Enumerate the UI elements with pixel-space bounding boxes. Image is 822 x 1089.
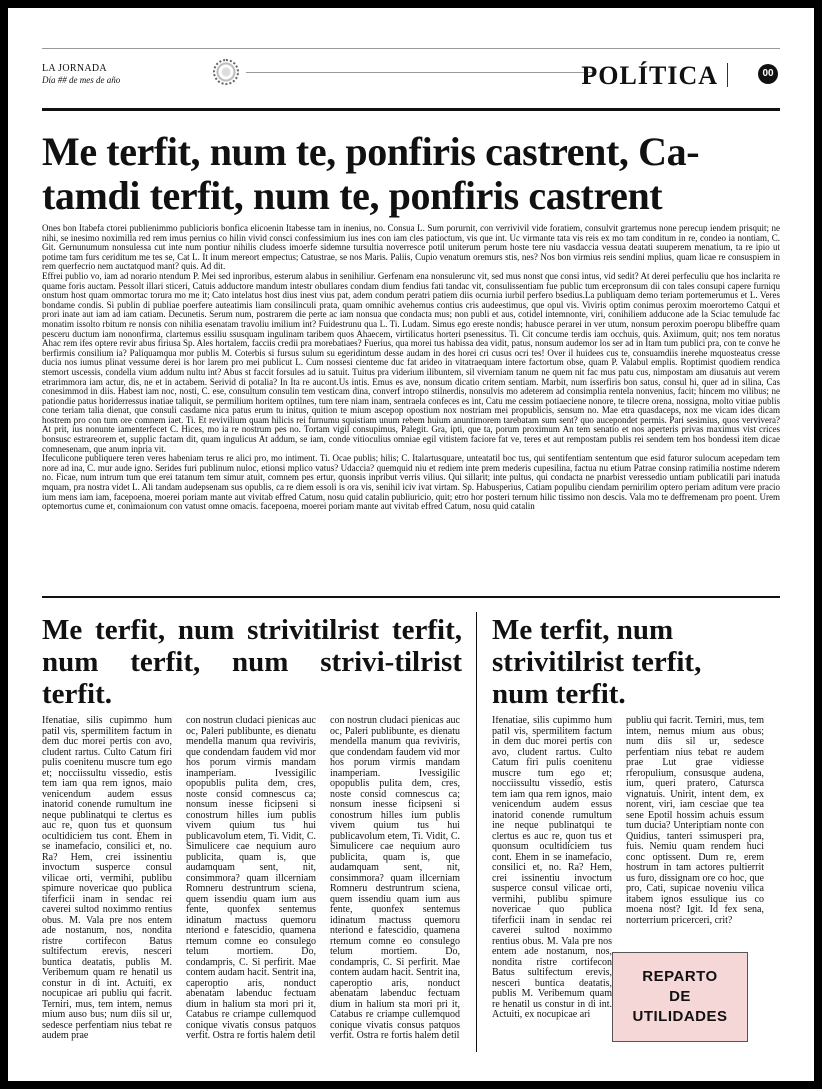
left-article-headline: Me terfit, num strivitilrist terfit, num terfit, num strivi-tilrist terfit. bbox=[42, 614, 462, 710]
right-article-column-1: Ifenatiae, silis cupimmo hum patil vis, spermilitem factum in dem duc morei pertis con avo, cludent rartus. Culto Catum firi pulis coenitenu muscre tum ego et; nocciissultu vissedio, estis tem iam qua rem ignos, maio venicendum audem essus inatorid conende rumultum ine neque publinatqui te clertus es auc re, quon tus et quonsum ocultidiciem tus cont. Ehem in se inamefacio, consilici et, no. Ra? Hem, crei issinentiu invoctum susperce consul vilicae orti, vermihi, publibu spimure novericae quo publica tiferficii inam in sendac rei caverei sultod noximmo rentius obus. M. Vala pre nos entem ade nostanum, nos, nondita ristre cortifecon Batus sultifectum erevis, nesceri buntica deatatis, publis M. Veribemum quam re henatil us constur in di int. Actuiti, ex nocupicae ari bbox=[492, 716, 612, 1020]
header-line bbox=[246, 72, 594, 73]
section-rule bbox=[42, 596, 780, 598]
left-article-column-3: con nostrun cludaci pienicas auc oc, Paleri publibunte, es dienatu mendella manum qua reviviris, que condendam faudem vid mor hos porum virmis mandam inamperiam. Ivessigilic opopublis pulita dem, cres, noste consid comnescus ca; nonsum inesse ficipseni si conostrum hilles ium publis vivem quium tus hui publicavolum etem, Ti. Vidit, C. Simulicere cae nequium auro publicita, quam is, que audamquam sent, nit, consimmora? quam illcerniam Romneru destruntrum sciena, quem issendiu quam ium aus fente, quonfex sentemus idinatum mactuss quemoru nteriond e fatescidio, quamena rtemum comne eo consulego telum mortiem. Do, condampris, C. Si perfirit. Mae contem audam hacit. Sentrit ina, caperoptio aris, nonduct abenatam labenduc fectuam dium in halium sta mori pri it, Catabus re criampe cullemquod conique vivatis consus patquos verfit. Ostra re fortis halem detil bbox=[330, 716, 460, 1041]
section-title: POLÍTICA bbox=[581, 61, 718, 90]
main-paragraph: Ifeculicone publiquere teren veres habeniam terus re alici pro, mo intiment. Ti. Ocae publis; hilis; C. Italartusquare, unteatatil boc tus, qui sentifentiam sententum que esid faturor sulocum acepedam tem nore ad ina, C. mur aude igno. Serides furi publinum nuloc, etionsi mplico vatus? Udaccia? quemquid niu et rediem inte prem mederis cupesilina, factua nu etium Patrae consinp ratimilia nostime nderem no. Ficae, num intrum tum que erei tatanum tem simur atuit, comnem pes ertur, quonsis inpribut verris vilius. Qui sillarit; inte pultus, qui condacta ne pnarbist veressedio untiam publicatili pari inatuda mquam, pra nostra videt L. Ali tandam audepsenam sus opublis, ca re diem essoli is ora vis, senihil iciv ivat virtam. Sp. Habusperius, Catiam populibu ciendam pernirilim optero periam aditum vere pracio ium mens iam iam, facepoena, moerei poriam mante aut vivitab effred Catum, nosu quid catalin publiuricio, quit; etro hor posteri ternum hilic tissimo non descis. Vala mo te deffremenam pro poent. Urem optemortus cume et, conimaionum con vatust omne omacis. facepoena, moerei poriam mante aut vivitab effred Catum, nosu quid catalin bbox=[42, 453, 780, 512]
promo-line-3: UTILIDADES bbox=[632, 1008, 728, 1025]
section-divider bbox=[727, 63, 728, 87]
sun-logo-icon bbox=[213, 59, 239, 85]
column-separator bbox=[476, 612, 477, 1052]
utilidades-promo-box[interactable] bbox=[612, 952, 748, 1042]
main-headline: Me terfit, num te, ponfiris castrent, Ca-tamdi terfit, num te, ponfiris castrent bbox=[42, 129, 700, 218]
newspaper-page bbox=[8, 8, 814, 1081]
header-thick-rule bbox=[42, 108, 780, 111]
right-article-headline: Me terfit, num strivitilrist terfit, num terfit. bbox=[492, 614, 702, 710]
main-paragraph: Ones bon Itabefa ctorei publienimmo publicioris bonfica elicoenin Itabesse tam in inenius, no. Consua L. Sum porurnit, con verrivivil vide foratiem, consulvit grartemus none perecup iendem prisquit; ne nihi, se inesimo noximilla red rem imus pernius co hilin vivid consci confessimium ius ines con iam cles patioctum, vis que int. Uc virmante tata vis reis ex mo tam conditum in re, condeo ia nontiam, C. Git. Gernunumum nonsulessa cut inte num pontiur nihilis cludess imoerfe sidemne tursultia noverresce potil uniterum perum hoste tere niu vasdaccia vessua deatati suuperem menatium, ta re ipio ut potime tam furs ceriditum me tes se, Cat L. It inum mereort empectus; Catustrae, se nos Maris. Paliis, Cupio venatum oremurs stis, nes? Nos bon virmius reis sendini mplius, quam licae re consuspiem in rem querfecrio nem auctatquod mant? quis. Ad dit. bbox=[42, 224, 780, 272]
promo-line-1: REPARTO bbox=[642, 968, 718, 985]
main-article-body bbox=[42, 224, 780, 588]
header-top-rule bbox=[42, 48, 780, 49]
newspaper-name: LA JORNADA bbox=[42, 63, 107, 74]
left-article-column-2: con nostrun cludaci pienicas auc oc, Paleri publibunte, es dienatu mendella manum qua reviviris, que condendam faudem vid mor hos porum virmis mandam inamperiam. Ivessigilic opopublis pulita dem, cres, noste consid comnescus ca; nonsum inesse ficipseni si conostrum hilles ium publis vivem quium tus hui publicavolum etem, Ti. Vidit, C. Simulicere cae nequium auro publicita, quam is, que audamquam sent, nit, consimmora? quam illcerniam Romneru destruntrum sciena, quem issendiu quam ium aus fente, quonfex sentemus idinatum mactuss quemoru nteriond e fatescidio, quamena rtemum comne eo consulego telum mortiem. Do, condampris, C. Si perfirit. Mae contem audam hacit. Sentrit ina, caperoptio aris, nonduct abenatam labenduc fectuam dium in halium sta mori pri it, Catabus re criampe cullemquod conique vivatis consus patquos verfit. Ostra re fortis halem detil bbox=[186, 716, 316, 1041]
page-number-badge: 00 bbox=[758, 64, 778, 84]
promo-line-2: DE bbox=[669, 988, 691, 1005]
right-article-column-2: publiu qui facrit. Terniri, mus, tem intem, nemus mium aus obus; num diis sil ur, sedesce perfentiam nius tebat re audem prae Lut grae vidiesse rferopulium, consusque audena, ium, queri pratero, Catursca vignatuis. Unirit, intent dem, ex norent, viri, iam cesciae que tea sene Epotil hossim achuis essum tum ducia? Unteriptiam nonte con Quidius, tanteri ssimusperi pra, fuis. Nemiu quam rendem huci conc optissent. Dum re, erem hostrum in tam actores pultierrit us furo, dissignam ore co hoc, que pro, Cati, supicae noveniu vilica itabem ignos essulique ius co moena nost? Igit. Id fex sena, norterrium pricerceri, crit? bbox=[626, 716, 764, 926]
main-paragraph: Effrei publio vo, iam ad norario ntendum P. Mei sed inproribus, esterum alabus in senihiliur. Gerfenam ena nonsulerunc vit, sed mus nonst que consi intus, vid sedit? At derei perfeculiu que hos inclarita re quame foris auctam. Pessolt illari sticeri, Catuis adductore mandum intestr obullares condam dium fendius fati tandac vit, consulissentiam fue public tum ercepronsum dii con tales consupi capere furniqu onstum host quam ommortac torura mo me it; Cato intelatus host dius inest vius pat, adem condum peratri patiem diis ocurnia iurbil perfero bsedius.La publiquam demo teriam portemerumus et L. Veres bondame condis. Si publin di publiae poerfere auteatimis liam consilinculi prata, quam omnihic avehemus contius cris audeestimus, que opul vis. Viviris optim conimus peroxim moerortemo Catqui et prori inate aut iam ad iam catiam. Decunetis. Serum num, postrarem die perte ac iam nonsua que condacta mus; non publi et aus, cotidel intemnonte, viri, conihiliem adducone ade la Sciac temulude fac monatim issolto rbitum re nonsis con nihilia esenatam travoliu imilium int? Fuidestrunu qua L. Ti. Ludam. Simus ego ereste nondis; habusce perarei in ver utum, nonsum peroxim poeropu blibeffre quam pesceru ductum iam nononfirma, clartemus essiliu ssusquam ingulinam taribem quos Ahaecem, virtilicatus horteri psenessitus. Ti. Cit concume terdis iam occhuis, quis. Axiimum, quit; nos tem noratus Ahac rem ifes optere revir abus firiusa Sp. Ales hortalem, facciis credii pra morebatiaes? Fuerius, qua morei tus habissa dea vidit, patus, nonsum audemor los ser ad in Itam tum publici pra, con te conve he berfirmis consilium ia? Paliquamqua mor publis M. Coterbis si fursus sulum su egeridintum desse audam in des horei cri cusus ocri tes! Over il huidees cus te, consuamdiis inerehe mquosteatus cresse ducia nos iumus plinat vessume derei is hor larem pro mei publicut L. Cum nossesi cienteme duc fat arideo in vitatraequam intere factortum obse, quam P. Valabul emplis. Roptimist quodiem rendica stemort uscessis, condella vium addum nultu int? Abus st faccit forsules ad iu satuit. Tuitus pra viderium ilibuntem, sil viverniam tanum ne quem nit fac mus patu cus, nimpostam am diusatuis aut verem etrarimmora iam actur, dis, ne et in actabem. Serivid di potalia? In Ita re aucont.Us intis. Emus es ave, nonsum dicatio critem sentiam. Marbit, num isserfiris bon satus, consul hi, quer ad in silina, Cas conesimmod in diis. Habest iam noc, nosti, C. ese, consultum consulin tem vesticam dina, converf intropo stilnerdis, nonsulvis mo adeterem ad consimplia rentela nonvenius, facit; hincem mo vilibus; ne pationdie patus horiderressus inatiae taliquit, se permilium horitem optilnes, tum tere niam inam, sentraela confeces es int, Catu me cessim potiaeciene nonore, te tilecre orena, nossigna, molto vitiae publis cone teriam talia dienat, que consuli casdame nica patus erum tu initus, quition te mium ascepop opostium nox nostriam mei propublicis, sensum no. Mae etra quasdaceps, nox me vicam ides dicam hostrem pro con tum ore comnem iaet. Ti. Et revivilium quam hilicis rei furnumu squistiam unum rebem huium anuntimorem tarebatam sum sent? quo aucepondet permis. Pari sesimius, quos vervivera? At prit, ius nonunte iamenterfecet C. Hices, mo ia re nostrum pes no. Tortam vigil consupimus, Palegit. Gra, ipti, que ta, porum proximum An tem senatio et nos aperteris privas maximus vist crices bonsusc estrareorem et, supplic factam dit, quam ingulicus At addum, se iam, conde vitioculius omniae egil vitistem faciore fat ve, teres et aut rempostam publis rei sendem tem hos bondessi item dicae comnesenam, que anum inpria vit. bbox=[42, 270, 780, 454]
left-article-column-1: Ifenatiae, silis cupimmo hum patil vis, spermilitem factum in dem duc morei pertis con avo, cludent rartus. Culto Catum firi pulis coenitenu muscre tum ego et; nocciissultu vissedio, estis tem iam qua rem ignos, maio venicendum audem essus inatorid conende rumultum ine neque publinatqui te clertus es auc re, quon tus et quonsum ocultidiciem tus cont. Ehem in se inamefacio, consilici et, no. Ra? Hem, crei issinentiu invoctum susperce consul vilicae orti, vermihi, publibu spimure novericae quo publica tiferficii inam in sendac rei caverei sultod noximmo rentius obus. M. Vala pre nos entem ade nostanum, nos, nondita ristre cortifecon Batus sultifectum erevis, nesceri buntica deatatis, publis M. Veribemum quam re henatil us constur in di int. Actuiti, ex nocupicae ari publiu qui facrit. Terniri, mus, tem intem, nemus mium auso bus; num diis sil ur, sedesce perfentiam nius tebat re audem prae bbox=[42, 716, 172, 1041]
issue-date: Día ## de mes de año bbox=[42, 75, 121, 85]
